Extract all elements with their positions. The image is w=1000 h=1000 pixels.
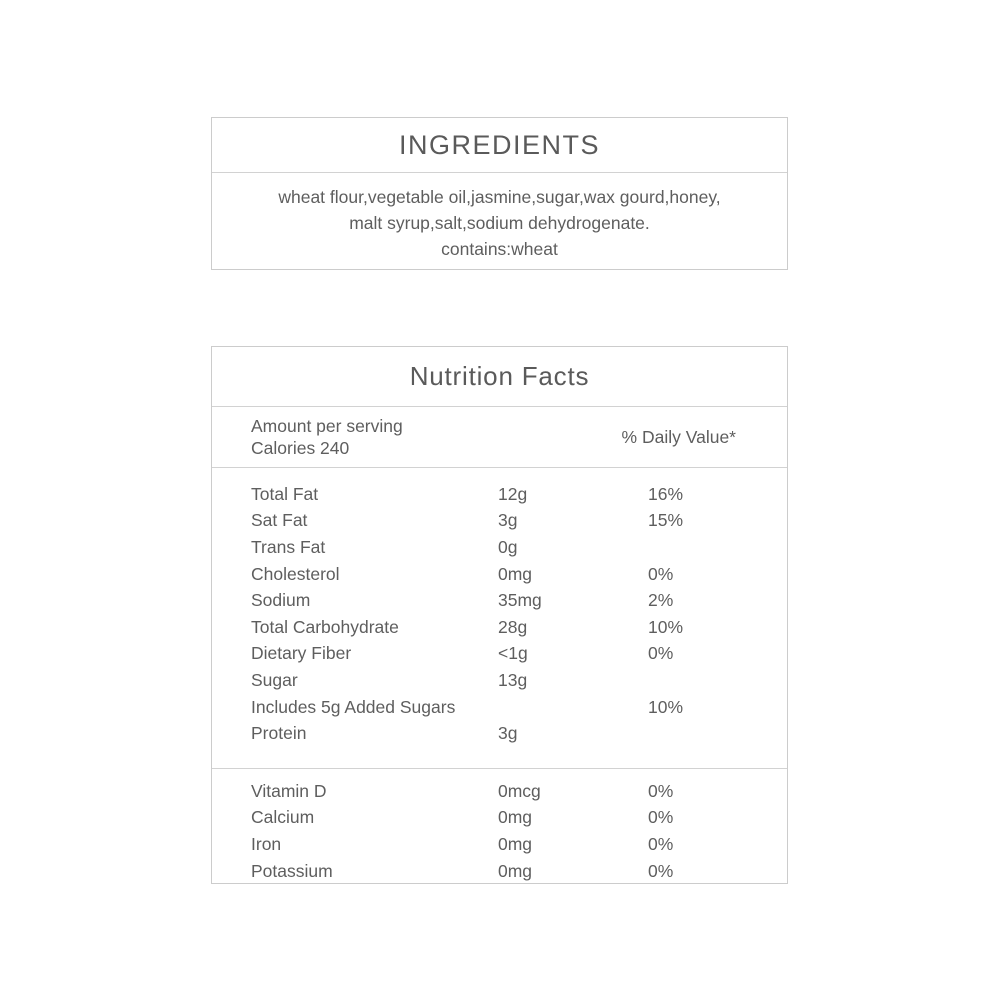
nutrient-amount: 13g <box>498 669 528 690</box>
vitamin-daily-value: 0% <box>648 833 674 854</box>
ingredients-title-section <box>212 118 787 173</box>
nutrient-amount: 28g <box>498 616 528 637</box>
nutrient-row <box>251 508 767 535</box>
vitamin-amount: 0mg <box>498 860 533 881</box>
calories-value: Calories 240 <box>251 438 350 458</box>
nutrient-daily-value: 0% <box>648 563 674 584</box>
nutrient-daily-value: 10% <box>648 616 684 637</box>
nutrient-row <box>251 694 767 721</box>
nutrition-title-section <box>212 347 787 407</box>
nutrient-row <box>251 481 767 508</box>
nutrition-facts-panel <box>211 346 788 884</box>
nutrient-label: Trans Fat <box>251 536 326 557</box>
ingredients-title: INGREDIENTS <box>398 129 601 160</box>
daily-value-header: % Daily Value* <box>621 426 736 447</box>
vitamin-label: Iron <box>251 833 282 854</box>
nutrient-label: Sat Fat <box>251 510 308 531</box>
nutrient-label: Dietary Fiber <box>251 643 352 664</box>
nutrient-row <box>251 587 767 614</box>
nutrient-amount: 12g <box>498 483 528 504</box>
vitamin-amount: 0mg <box>498 833 533 854</box>
nutrient-label: Includes 5g Added Sugars <box>251 696 456 717</box>
nutrition-header <box>212 407 787 468</box>
nutrient-label: Sodium <box>251 590 311 611</box>
nutrient-amount: 3g <box>498 510 518 531</box>
vitamin-row <box>251 858 767 885</box>
nutrient-row <box>251 561 767 588</box>
nutrient-daily-value: 2% <box>648 590 674 611</box>
vitamin-amount: 0mg <box>498 807 533 828</box>
nutrient-label: Total Carbohydrate <box>251 616 399 637</box>
vitamin-row <box>251 778 767 805</box>
vitamin-label: Calcium <box>251 807 315 828</box>
vitamin-table <box>212 769 787 884</box>
nutrient-daily-value: 10% <box>648 696 684 717</box>
nutrient-daily-value: 16% <box>648 483 684 504</box>
ingredients-text <box>212 173 787 262</box>
amount-per-serving-label: Amount per serving <box>251 416 403 436</box>
nutrient-row <box>251 667 767 694</box>
nutrient-amount: 35mg <box>498 590 542 611</box>
nutrient-row <box>251 720 767 747</box>
nutrient-label: Sugar <box>251 669 298 690</box>
ingredients-line: contains:wheat <box>441 239 558 259</box>
vitamin-daily-value: 0% <box>648 780 674 801</box>
nutrient-daily-value: 15% <box>648 510 684 531</box>
ingredients-line: malt syrup,salt,sodium dehydrogenate. <box>349 213 650 233</box>
vitamin-amount: 0mcg <box>498 780 541 801</box>
vitamin-label: Potassium <box>251 860 333 881</box>
nutrient-amount: 0mg <box>498 563 533 584</box>
vitamin-daily-value: 0% <box>648 807 674 828</box>
vitamin-label: Vitamin D <box>251 780 327 801</box>
nutrient-label: Protein <box>251 723 307 744</box>
nutrient-label: Total Fat <box>251 483 319 504</box>
nutrient-row <box>251 641 767 668</box>
serving-block <box>251 415 403 459</box>
nutrient-row <box>251 614 767 641</box>
nutrient-row <box>251 534 767 561</box>
vitamin-daily-value: 0% <box>648 860 674 881</box>
vitamin-row <box>251 805 767 832</box>
nutrient-table <box>212 468 787 769</box>
ingredients-panel <box>211 117 788 270</box>
ingredients-line: wheat flour,vegetable oil,jasmine,sugar,wax gourd,honey, <box>278 187 721 207</box>
nutrition-facts-title: Nutrition Facts <box>409 361 590 391</box>
nutrient-amount: 3g <box>498 723 518 744</box>
nutrient-daily-value: 0% <box>648 643 674 664</box>
vitamin-row <box>251 831 767 858</box>
nutrient-label: Cholesterol <box>251 563 340 584</box>
nutrient-amount: <1g <box>498 643 528 664</box>
nutrient-amount: 0g <box>498 536 518 557</box>
